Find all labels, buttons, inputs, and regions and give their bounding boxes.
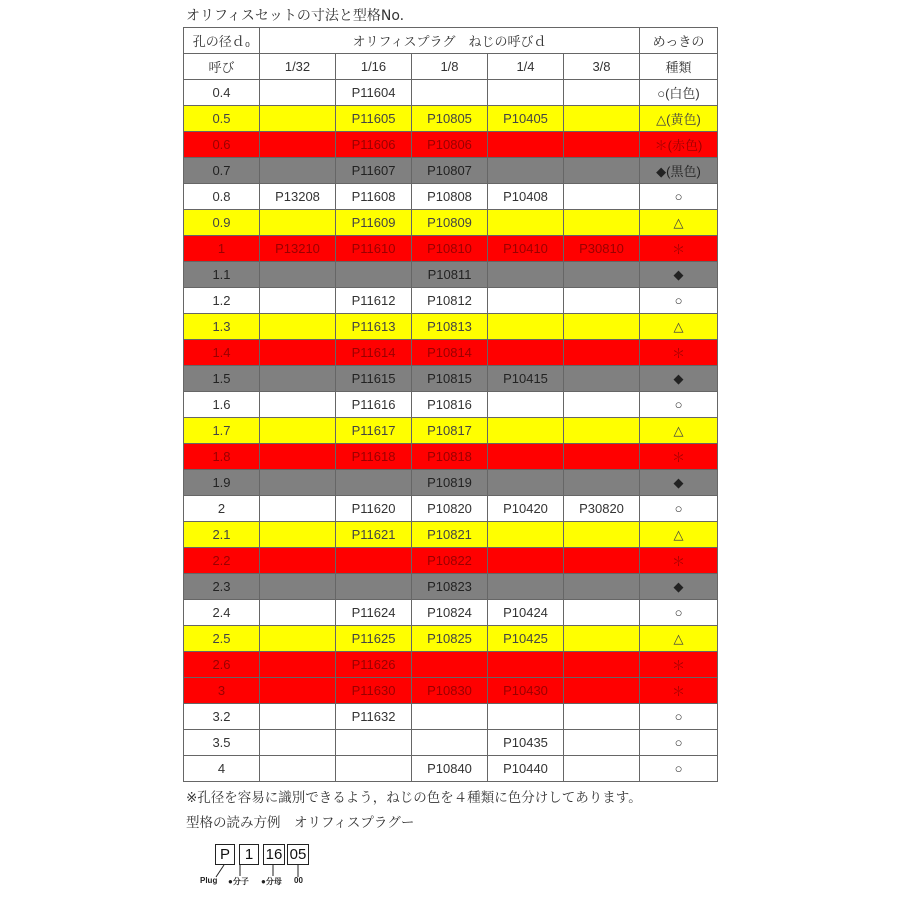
size-1-32-cell: [260, 496, 336, 522]
nominal-diameter-cell: 3: [184, 678, 260, 704]
size-1-4-cell: [488, 418, 564, 444]
size-1-8-cell: P10805: [412, 106, 488, 132]
nominal-diameter-cell: 0.5: [184, 106, 260, 132]
size-1-32-cell: [260, 418, 336, 444]
plating-type-cell: △: [640, 314, 718, 340]
code-box-p: P: [215, 844, 235, 865]
plating-type-cell: △: [640, 522, 718, 548]
label-denominator: ●分母: [261, 877, 282, 886]
nominal-diameter-cell: 1.2: [184, 288, 260, 314]
nominal-diameter-cell: 2.6: [184, 652, 260, 678]
size-3-8-cell: [564, 730, 640, 756]
size-1-16-cell: P11614: [336, 340, 412, 366]
size-1-8-cell: P10807: [412, 158, 488, 184]
size-1-16-cell: [336, 730, 412, 756]
size-1-8-cell: P10812: [412, 288, 488, 314]
size-1-32-cell: [260, 678, 336, 704]
plating-type-cell: △(黄色): [640, 106, 718, 132]
size-3-8-cell: [564, 392, 640, 418]
size-3-8-cell: [564, 574, 640, 600]
table-row: [184, 600, 718, 626]
size-1-4-cell: [488, 80, 564, 106]
nominal-diameter-cell: 1.6: [184, 392, 260, 418]
table-row: [184, 314, 718, 340]
nominal-diameter-cell: 0.8: [184, 184, 260, 210]
nominal-diameter-cell: 1.7: [184, 418, 260, 444]
table-row: [184, 730, 718, 756]
size-3-8-cell: P30820: [564, 496, 640, 522]
size-1-8-cell: P10815: [412, 366, 488, 392]
leader-lines: [210, 840, 350, 900]
size-3-8-cell: [564, 756, 640, 782]
size-1-32-cell: [260, 652, 336, 678]
size-1-32-cell: [260, 730, 336, 756]
nominal-diameter-cell: 2: [184, 496, 260, 522]
plating-type-cell: ○: [640, 288, 718, 314]
table-row: [184, 132, 718, 158]
size-1-8-cell: P10819: [412, 470, 488, 496]
size-1-4-cell: P10424: [488, 600, 564, 626]
table-row: [184, 366, 718, 392]
size-1-8-cell: P10817: [412, 418, 488, 444]
size-3-8-cell: [564, 314, 640, 340]
size-1-32-cell: P13208: [260, 184, 336, 210]
label-plug: Plug: [200, 876, 218, 885]
nominal-diameter-cell: 0.4: [184, 80, 260, 106]
size-1-4-cell: [488, 340, 564, 366]
table-row: [184, 158, 718, 184]
table-row: [184, 626, 718, 652]
size-1-32-cell: [260, 80, 336, 106]
plating-type-cell: ○: [640, 496, 718, 522]
size-1-4-cell: [488, 470, 564, 496]
plating-type-cell: ◆(黒色): [640, 158, 718, 184]
size-1-16-cell: P11624: [336, 600, 412, 626]
size-1-16-cell: P11615: [336, 366, 412, 392]
table-row: [184, 262, 718, 288]
table-row: [184, 418, 718, 444]
size-1-32-cell: [260, 470, 336, 496]
size-1-16-cell: P11621: [336, 522, 412, 548]
size-1-32-cell: [260, 158, 336, 184]
thread-size-group-header: オリフィスプラグ ねじの呼びｄ: [260, 28, 640, 54]
size-1-4-cell: [488, 574, 564, 600]
table-row: [184, 496, 718, 522]
nominal-diameter-cell: 1.9: [184, 470, 260, 496]
size-1-4-cell: [488, 522, 564, 548]
nominal-diameter-cell: 3.5: [184, 730, 260, 756]
size-1-4-cell: [488, 210, 564, 236]
size-1-16-cell: P11617: [336, 418, 412, 444]
size-1-8-cell: P10808: [412, 184, 488, 210]
size-1-8-cell: P10820: [412, 496, 488, 522]
size-1-16-cell: P11612: [336, 288, 412, 314]
size-1-16-cell: P11618: [336, 444, 412, 470]
size-1-32-cell: [260, 106, 336, 132]
size-1-4-cell: [488, 444, 564, 470]
size-1-8-cell: [412, 704, 488, 730]
nominal-diameter-cell: 4: [184, 756, 260, 782]
size-3-8-cell: [564, 132, 640, 158]
size-1-32-cell: [260, 444, 336, 470]
nominal-diameter-cell: 1.5: [184, 366, 260, 392]
size-1-16-cell: P11630: [336, 678, 412, 704]
size-1-4-cell: [488, 548, 564, 574]
nominal-diameter-cell: 3.2: [184, 704, 260, 730]
size-1-4-cell: P10415: [488, 366, 564, 392]
size-1-32-cell: [260, 288, 336, 314]
size-1-32-cell: [260, 210, 336, 236]
hole-diameter-header: 孔の径ｄ₀: [184, 28, 260, 54]
nominal-diameter-cell: 2.2: [184, 548, 260, 574]
table-row: [184, 522, 718, 548]
size-3-8-cell: [564, 184, 640, 210]
label-diameter: 00: [294, 876, 303, 885]
table-row: [184, 678, 718, 704]
table-row: [184, 80, 718, 106]
size-1-16-cell: P11632: [336, 704, 412, 730]
size-1-8-cell: [412, 80, 488, 106]
code-box-diameter: 05: [287, 844, 309, 865]
size-1-32-cell: [260, 548, 336, 574]
size-1-8-cell: P10823: [412, 574, 488, 600]
size-1-32-cell: [260, 600, 336, 626]
size-3-8-cell: [564, 444, 640, 470]
size-1-32-cell: [260, 756, 336, 782]
plating-type-cell: ○(白色): [640, 80, 718, 106]
size-1-4-cell: [488, 314, 564, 340]
size-1-8-cell: P10821: [412, 522, 488, 548]
size-3-8-cell: [564, 600, 640, 626]
table-row: [184, 184, 718, 210]
nominal-diameter-cell: 1.3: [184, 314, 260, 340]
size-1-8-cell: P10824: [412, 600, 488, 626]
size-1-16-cell: P11625: [336, 626, 412, 652]
size-3-8-cell: [564, 158, 640, 184]
plating-type-cell: △: [640, 418, 718, 444]
nominal-diameter-cell: 1: [184, 236, 260, 262]
size-1-32-cell: [260, 132, 336, 158]
size-1-16-cell: P11609: [336, 210, 412, 236]
plating-type-cell: ＊: [640, 340, 718, 366]
size-1-4-cell: [488, 158, 564, 184]
size-1-16-cell: P11604: [336, 80, 412, 106]
size-1-4-cell: P10420: [488, 496, 564, 522]
plating-type-cell: ◆: [640, 470, 718, 496]
nominal-header: 呼び: [184, 54, 260, 80]
size-1-16-cell: P11605: [336, 106, 412, 132]
nominal-diameter-cell: 2.5: [184, 626, 260, 652]
size-1-4-cell: [488, 132, 564, 158]
size-header: 1/8: [412, 54, 488, 80]
size-3-8-cell: [564, 418, 640, 444]
plating-header-bottom: 種類: [640, 54, 718, 80]
size-1-32-cell: [260, 262, 336, 288]
table-row: [184, 548, 718, 574]
size-3-8-cell: [564, 626, 640, 652]
size-1-32-cell: [260, 704, 336, 730]
size-1-32-cell: [260, 626, 336, 652]
nominal-diameter-cell: 0.9: [184, 210, 260, 236]
size-1-32-cell: [260, 366, 336, 392]
label-numerator: ●分子: [228, 877, 249, 886]
size-1-16-cell: P11608: [336, 184, 412, 210]
size-3-8-cell: [564, 366, 640, 392]
size-3-8-cell: [564, 262, 640, 288]
table-title: オリフィスセットの寸法と型格No.: [186, 8, 405, 24]
table-row: [184, 210, 718, 236]
size-1-4-cell: [488, 652, 564, 678]
size-1-8-cell: P10813: [412, 314, 488, 340]
plating-type-cell: ○: [640, 184, 718, 210]
size-1-4-cell: P10410: [488, 236, 564, 262]
table-row: [184, 652, 718, 678]
size-1-32-cell: P13210: [260, 236, 336, 262]
size-3-8-cell: [564, 704, 640, 730]
size-1-8-cell: P10810: [412, 236, 488, 262]
size-1-16-cell: P11613: [336, 314, 412, 340]
table-row: [184, 392, 718, 418]
table-row: [184, 444, 718, 470]
plating-type-cell: ＊(赤色): [640, 132, 718, 158]
size-1-4-cell: P10435: [488, 730, 564, 756]
size-1-32-cell: [260, 340, 336, 366]
size-1-8-cell: P10809: [412, 210, 488, 236]
plating-type-cell: ＊: [640, 236, 718, 262]
table-row: [184, 756, 718, 782]
nominal-diameter-cell: 1.4: [184, 340, 260, 366]
size-1-4-cell: P10430: [488, 678, 564, 704]
size-1-8-cell: P10816: [412, 392, 488, 418]
size-3-8-cell: [564, 106, 640, 132]
plating-type-cell: ◆: [640, 574, 718, 600]
plating-type-cell: ＊: [640, 444, 718, 470]
size-1-4-cell: P10440: [488, 756, 564, 782]
color-note: ※孔径を容易に識別できるよう，ねじの色を４種類に色分けしてあります。: [186, 790, 642, 806]
size-1-16-cell: P11620: [336, 496, 412, 522]
code-box-denominator: 16: [263, 844, 285, 865]
table-row: [184, 288, 718, 314]
table-row: [184, 704, 718, 730]
size-3-8-cell: [564, 652, 640, 678]
size-3-8-cell: [564, 80, 640, 106]
size-1-32-cell: [260, 314, 336, 340]
size-1-32-cell: [260, 574, 336, 600]
example-label: 型格の読み方例 オリフィスプラグー: [186, 815, 415, 831]
size-1-8-cell: P10822: [412, 548, 488, 574]
size-3-8-cell: [564, 522, 640, 548]
header-row-2: [184, 54, 718, 80]
size-1-8-cell: [412, 652, 488, 678]
size-1-32-cell: [260, 522, 336, 548]
size-header: 1/16: [336, 54, 412, 80]
nominal-diameter-cell: 1.8: [184, 444, 260, 470]
size-3-8-cell: [564, 678, 640, 704]
size-1-4-cell: P10405: [488, 106, 564, 132]
size-1-16-cell: P11616: [336, 392, 412, 418]
size-1-4-cell: [488, 262, 564, 288]
size-1-8-cell: P10811: [412, 262, 488, 288]
nominal-diameter-cell: 0.6: [184, 132, 260, 158]
size-1-8-cell: P10814: [412, 340, 488, 366]
size-3-8-cell: [564, 470, 640, 496]
size-3-8-cell: [564, 548, 640, 574]
size-1-16-cell: [336, 470, 412, 496]
size-1-8-cell: [412, 730, 488, 756]
size-1-16-cell: P11607: [336, 158, 412, 184]
size-1-16-cell: P11606: [336, 132, 412, 158]
nominal-diameter-cell: 1.1: [184, 262, 260, 288]
table-row: [184, 470, 718, 496]
size-1-16-cell: [336, 756, 412, 782]
size-1-8-cell: P10830: [412, 678, 488, 704]
size-1-8-cell: P10806: [412, 132, 488, 158]
table-row: [184, 574, 718, 600]
table-row: [184, 236, 718, 262]
size-1-4-cell: [488, 704, 564, 730]
size-header: 1/4: [488, 54, 564, 80]
plating-type-cell: ＊: [640, 548, 718, 574]
size-1-8-cell: P10825: [412, 626, 488, 652]
size-1-8-cell: P10840: [412, 756, 488, 782]
size-1-8-cell: P10818: [412, 444, 488, 470]
plating-type-cell: ◆: [640, 262, 718, 288]
plating-type-cell: ＊: [640, 652, 718, 678]
plating-type-cell: ○: [640, 730, 718, 756]
nominal-diameter-cell: 2.4: [184, 600, 260, 626]
size-1-16-cell: [336, 574, 412, 600]
size-1-16-cell: [336, 262, 412, 288]
plating-type-cell: △: [640, 626, 718, 652]
size-1-4-cell: P10425: [488, 626, 564, 652]
plating-type-cell: △: [640, 210, 718, 236]
size-1-4-cell: [488, 392, 564, 418]
plating-type-cell: ◆: [640, 366, 718, 392]
nominal-diameter-cell: 0.7: [184, 158, 260, 184]
code-box-numerator: 1: [239, 844, 259, 865]
plating-type-cell: ○: [640, 600, 718, 626]
size-1-16-cell: P11610: [336, 236, 412, 262]
size-header: 1/32: [260, 54, 336, 80]
plating-type-cell: ○: [640, 704, 718, 730]
nominal-diameter-cell: 2.1: [184, 522, 260, 548]
table-row: [184, 106, 718, 132]
size-1-32-cell: [260, 392, 336, 418]
header-row-1: [184, 28, 718, 54]
size-3-8-cell: [564, 340, 640, 366]
size-3-8-cell: [564, 288, 640, 314]
plating-header-top: めっきの: [640, 28, 718, 54]
size-1-16-cell: [336, 548, 412, 574]
size-header: 3/8: [564, 54, 640, 80]
size-3-8-cell: [564, 210, 640, 236]
size-1-4-cell: [488, 288, 564, 314]
orifice-table: [183, 27, 718, 782]
size-1-16-cell: P11626: [336, 652, 412, 678]
plating-type-cell: ＊: [640, 678, 718, 704]
plating-type-cell: ○: [640, 392, 718, 418]
nominal-diameter-cell: 2.3: [184, 574, 260, 600]
size-1-4-cell: P10408: [488, 184, 564, 210]
plating-type-cell: ○: [640, 756, 718, 782]
table-row: [184, 340, 718, 366]
model-number-diagram: [200, 840, 350, 900]
size-3-8-cell: P30810: [564, 236, 640, 262]
